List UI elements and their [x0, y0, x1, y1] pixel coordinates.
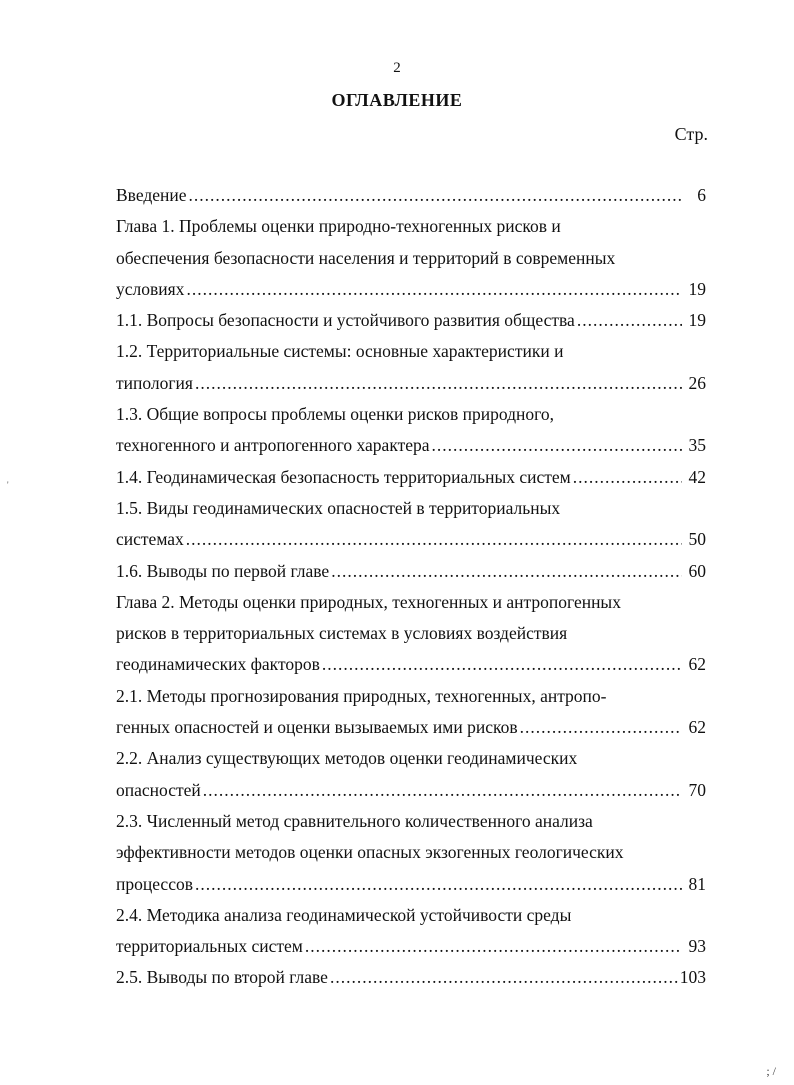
- toc-page-number: 60: [688, 560, 706, 581]
- toc-entry-text: 1.2. Территориальные системы: основные характеристики и: [116, 341, 564, 362]
- toc-entry-text: 1.1. Вопросы безопасности и устойчивого развития общества: [116, 310, 575, 331]
- toc-entry-text: обеспечения безопасности населения и территорий в современных: [116, 247, 616, 268]
- dot-leader: [432, 430, 682, 461]
- table-of-contents: [116, 180, 706, 994]
- toc-entry[interactable]: [116, 587, 706, 681]
- scan-mark-left: ': [7, 480, 9, 490]
- page-title: ОГЛАВЛЕНИЕ: [331, 90, 463, 110]
- toc-page-number: 50: [688, 529, 706, 550]
- toc-entry-text: территориальных систем: [116, 936, 303, 957]
- dot-leader: [186, 524, 682, 555]
- toc-entry-line: [116, 869, 706, 900]
- toc-entry-line: [116, 368, 706, 399]
- toc-entry[interactable]: [116, 211, 706, 305]
- toc-entry-line: [116, 587, 706, 618]
- toc-entry-text: процессов: [116, 873, 193, 894]
- dot-leader: [573, 462, 682, 493]
- toc-entry-line: [116, 962, 706, 993]
- toc-page-number: 103: [679, 967, 706, 988]
- toc-entry-text: Глава 1. Проблемы оценки природно-техногенных рисков и: [116, 216, 561, 237]
- page-column-header: Стр.: [674, 124, 708, 144]
- toc-entry-text: системах: [116, 529, 184, 550]
- toc-page-number: 81: [688, 873, 706, 894]
- dot-leader: [186, 274, 682, 305]
- toc-entry-line: [116, 336, 706, 367]
- toc-entry-text: 2.4. Методика анализа геодинамической устойчивости среды: [116, 904, 572, 925]
- toc-entry-text: 2.1. Методы прогнозирования природных, техногенных, антропо-: [116, 685, 607, 706]
- toc-entry-line: [116, 649, 706, 680]
- toc-entry-text: 2.3. Численный метод сравнительного количественного анализа: [116, 810, 593, 831]
- dot-leader: [330, 962, 678, 993]
- toc-entry-line: [116, 274, 706, 305]
- toc-entry-line: [116, 806, 706, 837]
- toc-entry[interactable]: [116, 336, 706, 399]
- toc-entry-text: 1.5. Виды геодинамических опасностей в территориальных: [116, 497, 561, 518]
- toc-page-number: 35: [688, 435, 706, 456]
- toc-entry-line: [116, 712, 706, 743]
- toc-entry[interactable]: [116, 900, 706, 963]
- toc-entry[interactable]: [116, 305, 706, 336]
- toc-entry-text: опасностей: [116, 779, 201, 800]
- page-number: 2: [393, 60, 401, 76]
- dot-leader: [577, 305, 682, 336]
- dot-leader: [195, 368, 682, 399]
- toc-page-number: 62: [688, 654, 706, 675]
- toc-entry-line: [116, 681, 706, 712]
- toc-entry[interactable]: [116, 493, 706, 556]
- toc-entry[interactable]: [116, 806, 706, 900]
- toc-page-number: 42: [688, 466, 706, 487]
- toc-page-number: 19: [688, 278, 706, 299]
- toc-entry-text: эффективности методов оценки опасных экзогенных геологических: [116, 842, 624, 863]
- toc-entry-text: геодинамических факторов: [116, 654, 320, 675]
- toc-entry[interactable]: [116, 462, 706, 493]
- toc-page-number: 93: [688, 936, 706, 957]
- toc-entry[interactable]: [116, 962, 706, 993]
- toc-entry-line: [116, 743, 706, 774]
- toc-entry-text: 1.4. Геодинамическая безопасность территориальных систем: [116, 466, 571, 487]
- toc-entry[interactable]: [116, 556, 706, 587]
- toc-entry-line: [116, 180, 706, 211]
- toc-entry-text: Глава 2. Методы оценки природных, техногенных и антропогенных: [116, 591, 621, 612]
- toc-entry[interactable]: [116, 399, 706, 462]
- toc-entry-text: типология: [116, 372, 193, 393]
- dot-leader: [195, 869, 682, 900]
- dot-leader: [305, 931, 682, 962]
- toc-entry-line: [116, 775, 706, 806]
- toc-entry-text: техногенного и антропогенного характера: [116, 435, 430, 456]
- toc-entry-line: [116, 211, 706, 242]
- scan-mark-bottom-right: ; /: [766, 1064, 776, 1078]
- toc-entry-text: рисков в территориальных системах в условиях воздействия: [116, 623, 568, 644]
- toc-entry-line: [116, 430, 706, 461]
- toc-entry[interactable]: [116, 180, 706, 211]
- toc-entry-text: 2.2. Анализ существующих методов оценки геодинамических: [116, 748, 578, 769]
- toc-page-number: 6: [697, 185, 706, 205]
- toc-page-number: 70: [688, 779, 706, 800]
- toc-entry-line: [116, 618, 706, 649]
- toc-entry-line: [116, 305, 706, 336]
- toc-entry-line: [116, 837, 706, 868]
- toc-entry-text: условиях: [116, 278, 185, 299]
- toc-entry-text: 1.6. Выводы по первой главе: [116, 560, 330, 581]
- dot-leader: [203, 775, 682, 806]
- toc-entry-line: [116, 556, 706, 587]
- toc-entry-line: [116, 524, 706, 555]
- toc-entry-line: [116, 900, 706, 931]
- toc-page-number: 62: [688, 717, 706, 738]
- toc-entry-text: 2.5. Выводы по второй главе: [116, 967, 328, 988]
- dot-leader: [322, 649, 682, 680]
- toc-entry-line: [116, 243, 706, 274]
- toc-page-number: 26: [688, 372, 706, 393]
- toc-entry-line: [116, 493, 706, 524]
- toc-entry-text: генных опасностей и оценки вызываемых ими рисков: [116, 717, 518, 738]
- toc-entry-text: 1.3. Общие вопросы проблемы оценки рисков природного,: [116, 404, 555, 425]
- dot-leader: [331, 556, 682, 587]
- dot-leader: [189, 180, 682, 211]
- toc-page-number: 19: [688, 310, 706, 331]
- toc-entry[interactable]: [116, 681, 706, 744]
- toc-entry[interactable]: [116, 743, 706, 806]
- toc-entry-line: [116, 399, 706, 430]
- toc-entry-line: [116, 462, 706, 493]
- dot-leader: [520, 712, 682, 743]
- toc-entry-line: [116, 931, 706, 962]
- toc-entry-text: Введение: [116, 185, 187, 205]
